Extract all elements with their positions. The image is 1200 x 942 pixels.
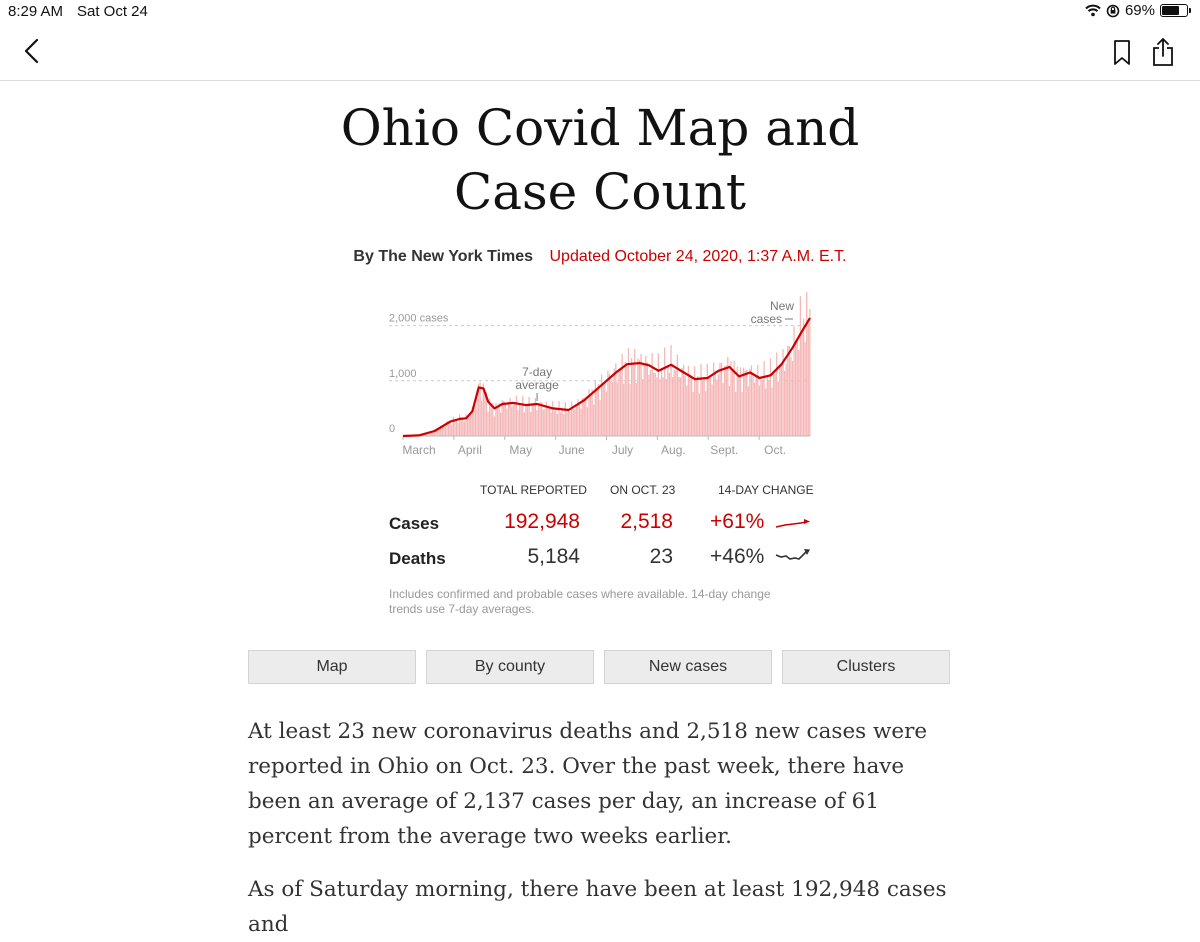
- daily-case-bar: [481, 400, 482, 436]
- annotation-average: average: [515, 378, 559, 392]
- daily-case-bar: [585, 396, 586, 436]
- daily-case-bar: [784, 371, 785, 436]
- x-tick-label: May: [509, 443, 532, 457]
- daily-case-bar: [710, 378, 711, 436]
- daily-case-bar: [779, 367, 780, 436]
- daily-case-bar: [795, 343, 796, 436]
- tab-map[interactable]: Map: [248, 650, 416, 684]
- deaths-on-date: 23: [650, 545, 673, 569]
- status-indicators: [1085, 2, 1188, 19]
- y-tick-label: 2,000 cases: [389, 313, 449, 325]
- status-date: Sat Oct 24: [77, 3, 148, 20]
- daily-case-bar: [464, 421, 465, 436]
- x-tick-label: June: [559, 443, 585, 457]
- daily-case-bar: [636, 383, 637, 436]
- daily-case-bar: [454, 421, 455, 436]
- chevron-left-icon: [22, 38, 42, 64]
- daily-case-bar: [803, 318, 804, 436]
- daily-case-bar: [806, 292, 807, 436]
- x-tick-label: Oct.: [764, 443, 786, 457]
- row-label-cases: Cases: [389, 514, 439, 534]
- daily-case-bar: [475, 406, 476, 436]
- y-tick-label: 0: [389, 423, 395, 435]
- daily-case-bar: [629, 384, 630, 436]
- article-paragraph-2: As of Saturday morning, there have been at least 192,948 cases and: [248, 872, 958, 942]
- daily-case-bar: [678, 377, 679, 436]
- daily-case-bar: [544, 409, 545, 436]
- daily-case-bar: [502, 400, 503, 436]
- daily-case-bar: [565, 402, 566, 436]
- daily-case-bar: [618, 371, 619, 436]
- daily-case-bar: [514, 404, 515, 436]
- daily-case-bar: [669, 373, 670, 436]
- daily-case-bar: [551, 412, 552, 436]
- daily-case-bar: [666, 379, 667, 436]
- header-total-reported: TOTAL REPORTED: [480, 483, 587, 497]
- daily-case-bar: [732, 370, 733, 436]
- daily-case-bar: [552, 401, 553, 436]
- tab-clusters[interactable]: Clusters: [782, 650, 950, 684]
- daily-case-bar: [445, 427, 446, 436]
- daily-case-bar: [675, 370, 676, 436]
- daily-case-bar: [663, 377, 664, 436]
- daily-case-bar: [653, 372, 654, 436]
- title-line-1: Ohio Covid Map and: [341, 99, 860, 157]
- daily-case-bar: [582, 398, 583, 436]
- daily-case-bar: [494, 416, 495, 436]
- navigation-bar: [0, 22, 1200, 81]
- cases-total: 192,948: [504, 510, 580, 534]
- x-tick-label: March: [402, 443, 435, 457]
- daily-case-bar: [634, 349, 635, 436]
- daily-case-bar: [639, 360, 640, 436]
- daily-case-bar: [781, 363, 782, 436]
- daily-case-bar: [773, 371, 774, 436]
- daily-case-bar: [692, 392, 693, 436]
- daily-case-bar: [525, 404, 526, 436]
- daily-case-bar: [606, 392, 607, 436]
- daily-case-bar: [664, 347, 665, 436]
- daily-case-bar: [506, 408, 507, 436]
- daily-case-bar: [614, 369, 615, 436]
- daily-case-bar: [543, 409, 544, 436]
- daily-case-bar: [599, 400, 600, 436]
- daily-case-bar: [633, 364, 634, 436]
- daily-case-bar: [801, 331, 802, 436]
- daily-case-bar: [715, 371, 716, 436]
- daily-case-bar: [699, 393, 700, 436]
- daily-case-bar: [557, 414, 558, 436]
- daily-case-bar: [762, 381, 763, 436]
- daily-case-bar: [498, 403, 499, 436]
- daily-case-bar: [566, 413, 567, 436]
- x-tick-label: Sept.: [710, 443, 738, 457]
- byline-author: By The New York Times: [353, 248, 533, 265]
- daily-case-bar: [661, 370, 662, 436]
- daily-case-bar: [456, 419, 457, 436]
- daily-case-bar: [740, 367, 741, 436]
- daily-case-bar: [598, 384, 599, 436]
- deaths-change: +46%: [710, 545, 764, 569]
- daily-case-bar: [592, 389, 593, 436]
- daily-case-bar: [737, 367, 738, 436]
- daily-case-bar: [705, 391, 706, 436]
- daily-case-bar: [680, 377, 681, 436]
- annotation-average: 7-day: [522, 365, 552, 379]
- daily-case-bar: [746, 370, 747, 436]
- daily-case-bar: [656, 377, 657, 436]
- daily-case-bar: [558, 401, 559, 436]
- battery-percent: 69%: [1125, 2, 1155, 19]
- daily-case-bar: [450, 421, 451, 436]
- daily-case-bar: [729, 386, 730, 436]
- daily-case-bar: [745, 371, 746, 436]
- daily-case-bar: [645, 356, 646, 436]
- stats-footnote: Includes confirmed and probable cases where available. 14-day change trends use 7-day averages.: [389, 587, 799, 617]
- daily-case-bar: [528, 397, 529, 436]
- row-label-deaths: Deaths: [389, 549, 446, 569]
- daily-case-bar: [609, 374, 610, 436]
- daily-case-bar: [789, 346, 790, 436]
- daily-case-bar: [792, 361, 793, 436]
- title-line-2: Case Count: [454, 163, 746, 221]
- daily-case-bar: [694, 366, 695, 436]
- daily-case-bar: [503, 401, 504, 436]
- battery-icon: [1160, 4, 1188, 17]
- byline: [0, 248, 1200, 266]
- daily-case-bar: [786, 363, 787, 436]
- daily-case-bar: [730, 361, 731, 436]
- daily-case-bar: [658, 353, 659, 436]
- wifi-icon: [1085, 4, 1101, 17]
- daily-case-bar: [524, 412, 525, 436]
- daily-case-bar: [538, 405, 539, 436]
- y-tick-label: 1,000: [389, 368, 417, 380]
- updated-timestamp: Updated October 24, 2020, 1:37 A.M. E.T.: [550, 248, 847, 265]
- daily-case-bar: [767, 375, 768, 436]
- daily-case-bar: [749, 369, 750, 436]
- daily-case-bar: [689, 374, 690, 436]
- deaths-trend-sparkline: [775, 547, 811, 563]
- daily-case-bar: [683, 365, 684, 436]
- daily-case-bar: [505, 404, 506, 436]
- daily-case-bar: [738, 376, 739, 436]
- x-tick-label: April: [458, 443, 482, 457]
- daily-case-bar: [457, 423, 458, 436]
- daily-case-bar: [617, 382, 618, 436]
- daily-case-bar: [667, 366, 668, 436]
- daily-case-bar: [644, 363, 645, 436]
- daily-case-bar: [623, 384, 624, 436]
- daily-case-bar: [626, 365, 627, 436]
- daily-case-bar: [569, 412, 570, 436]
- daily-case-bar: [647, 363, 648, 436]
- daily-case-bar: [516, 396, 517, 436]
- daily-case-bar: [604, 381, 605, 436]
- daily-case-bar: [517, 410, 518, 436]
- daily-case-bar: [760, 380, 761, 436]
- daily-case-bar: [763, 361, 764, 436]
- share-icon: [1150, 36, 1176, 68]
- daily-case-bar: [686, 386, 687, 436]
- daily-case-bar: [451, 425, 452, 436]
- tab-by-county[interactable]: By county: [426, 650, 594, 684]
- daily-case-bar: [487, 412, 488, 436]
- daily-case-bar: [522, 396, 523, 436]
- status-bar: [0, 0, 1200, 22]
- daily-case-bar: [707, 364, 708, 436]
- daily-case-bar: [711, 384, 712, 436]
- daily-case-bar: [461, 420, 462, 436]
- daily-case-bar: [576, 405, 577, 436]
- new-cases-chart: [378, 292, 828, 467]
- daily-case-bar: [650, 370, 651, 436]
- daily-case-bar: [756, 377, 757, 436]
- daily-case-bar: [670, 345, 671, 436]
- daily-case-bar: [500, 412, 501, 436]
- daily-case-bar: [560, 412, 561, 436]
- daily-case-bar: [685, 376, 686, 436]
- back-button[interactable]: [22, 38, 42, 69]
- daily-case-bar: [549, 409, 550, 436]
- rotation-lock-icon: [1106, 4, 1120, 18]
- daily-case-bar: [771, 388, 772, 436]
- daily-case-bar: [716, 380, 717, 436]
- daily-case-bar: [726, 365, 727, 436]
- daily-case-bar: [721, 363, 722, 436]
- x-tick-label: July: [612, 443, 633, 457]
- daily-case-bar: [587, 407, 588, 436]
- status-time: 8:29 AM: [8, 3, 63, 20]
- daily-case-bar: [468, 417, 469, 436]
- daily-case-bar: [610, 381, 611, 436]
- daily-case-bar: [809, 309, 810, 436]
- daily-case-bar: [554, 411, 555, 436]
- daily-case-bar: [659, 379, 660, 436]
- annotation-new-cases: New: [770, 299, 794, 313]
- daily-case-bar: [808, 323, 809, 436]
- daily-case-bar: [519, 404, 520, 436]
- daily-case-bar: [527, 406, 528, 436]
- daily-case-bar: [752, 376, 753, 436]
- daily-case-bar: [743, 368, 744, 436]
- bookmark-button[interactable]: [1112, 39, 1132, 72]
- page-title: [0, 96, 1200, 224]
- daily-case-bar: [580, 409, 581, 436]
- daily-case-bar: [708, 378, 709, 436]
- daily-case-bar: [579, 403, 580, 436]
- daily-case-bar: [584, 398, 585, 436]
- article-paragraph-1: At least 23 new coronavirus deaths and 2,518 new cases were reported in Ohio on Oct. 23. Over the past week, there have been an average of 2,137 cases per day, an increase of 61 percent from the average two weeks earlier.: [248, 714, 958, 854]
- daily-case-bar: [555, 409, 556, 436]
- daily-case-bar: [648, 375, 649, 436]
- daily-case-bar: [438, 429, 439, 436]
- daily-case-bar: [459, 414, 460, 436]
- daily-case-bar: [759, 386, 760, 436]
- daily-case-bar: [787, 346, 788, 436]
- daily-case-bar: [563, 414, 564, 436]
- daily-case-bar: [735, 392, 736, 436]
- daily-case-bar: [797, 341, 798, 436]
- daily-case-bar: [596, 390, 597, 436]
- daily-case-bar: [480, 382, 481, 436]
- daily-case-bar: [765, 388, 766, 436]
- daily-case-bar: [536, 410, 537, 436]
- share-button[interactable]: [1150, 36, 1176, 73]
- daily-case-bar: [691, 376, 692, 436]
- daily-case-bar: [655, 373, 656, 436]
- daily-case-bar: [511, 407, 512, 436]
- cases-trend-sparkline: [775, 514, 811, 530]
- x-tick-label: Aug.: [661, 443, 686, 457]
- daily-case-bar: [804, 342, 805, 436]
- daily-case-bar: [568, 411, 569, 436]
- daily-case-bar: [530, 412, 531, 436]
- daily-case-bar: [677, 354, 678, 436]
- section-tabs: [248, 650, 950, 684]
- daily-case-bar: [574, 409, 575, 436]
- daily-case-bar: [700, 364, 701, 436]
- daily-case-bar: [590, 394, 591, 436]
- deaths-total: 5,184: [527, 545, 580, 569]
- daily-case-bar: [541, 402, 542, 436]
- daily-case-bar: [443, 426, 444, 436]
- bookmark-icon: [1112, 39, 1132, 67]
- daily-case-bar: [631, 358, 632, 436]
- daily-case-bar: [491, 405, 492, 436]
- daily-case-bar: [593, 405, 594, 436]
- daily-case-bar: [562, 409, 563, 436]
- daily-case-bar: [467, 417, 468, 436]
- daily-case-bar: [754, 383, 755, 436]
- daily-case-bar: [751, 365, 752, 436]
- daily-case-bar: [642, 379, 643, 436]
- daily-case-bar: [620, 368, 621, 436]
- daily-case-bar: [484, 392, 485, 436]
- daily-case-bar: [625, 362, 626, 436]
- daily-case-bar: [513, 405, 514, 436]
- daily-case-bar: [533, 404, 534, 436]
- annotation-new-cases: cases: [751, 312, 782, 326]
- daily-case-bar: [470, 415, 471, 436]
- daily-case-bar: [681, 368, 682, 436]
- daily-case-bar: [628, 348, 629, 436]
- daily-case-bar: [603, 383, 604, 436]
- daily-case-bar: [651, 353, 652, 436]
- daily-case-bar: [719, 363, 720, 436]
- daily-case-bar: [790, 357, 791, 436]
- daily-case-bar: [704, 377, 705, 436]
- daily-case-bar: [672, 377, 673, 436]
- daily-case-bar: [776, 352, 777, 436]
- daily-case-bar: [697, 376, 698, 436]
- header-14-day-change: 14-DAY CHANGE: [718, 483, 814, 497]
- daily-case-bar: [778, 382, 779, 436]
- daily-case-bar: [798, 350, 799, 436]
- daily-case-bar: [724, 366, 725, 436]
- cases-change: +61%: [710, 510, 764, 534]
- tab-new-cases[interactable]: New cases: [604, 650, 772, 684]
- daily-case-bar: [547, 407, 548, 436]
- daily-case-bar: [640, 354, 641, 436]
- daily-case-bar: [768, 380, 769, 436]
- daily-case-bar: [702, 381, 703, 436]
- daily-case-bar: [508, 402, 509, 436]
- daily-case-bar: [741, 392, 742, 436]
- daily-case-bar: [800, 296, 801, 436]
- daily-case-bar: [521, 406, 522, 436]
- daily-case-bar: [532, 404, 533, 436]
- header-on-date: ON OCT. 23: [610, 483, 675, 497]
- daily-case-bar: [775, 374, 776, 436]
- daily-case-bar: [448, 423, 449, 436]
- daily-case-bar: [462, 419, 463, 436]
- daily-case-bar: [612, 382, 613, 436]
- daily-case-bar: [770, 358, 771, 436]
- cases-on-date: 2,518: [620, 510, 673, 534]
- daily-case-bar: [573, 409, 574, 436]
- daily-case-bar: [718, 375, 719, 436]
- daily-case-bar: [539, 402, 540, 436]
- daily-case-bar: [748, 386, 749, 436]
- daily-case-bar: [722, 383, 723, 436]
- daily-case-bar: [674, 369, 675, 436]
- daily-case-bar: [696, 381, 697, 436]
- daily-case-bar: [637, 359, 638, 436]
- daily-case-bar: [497, 406, 498, 436]
